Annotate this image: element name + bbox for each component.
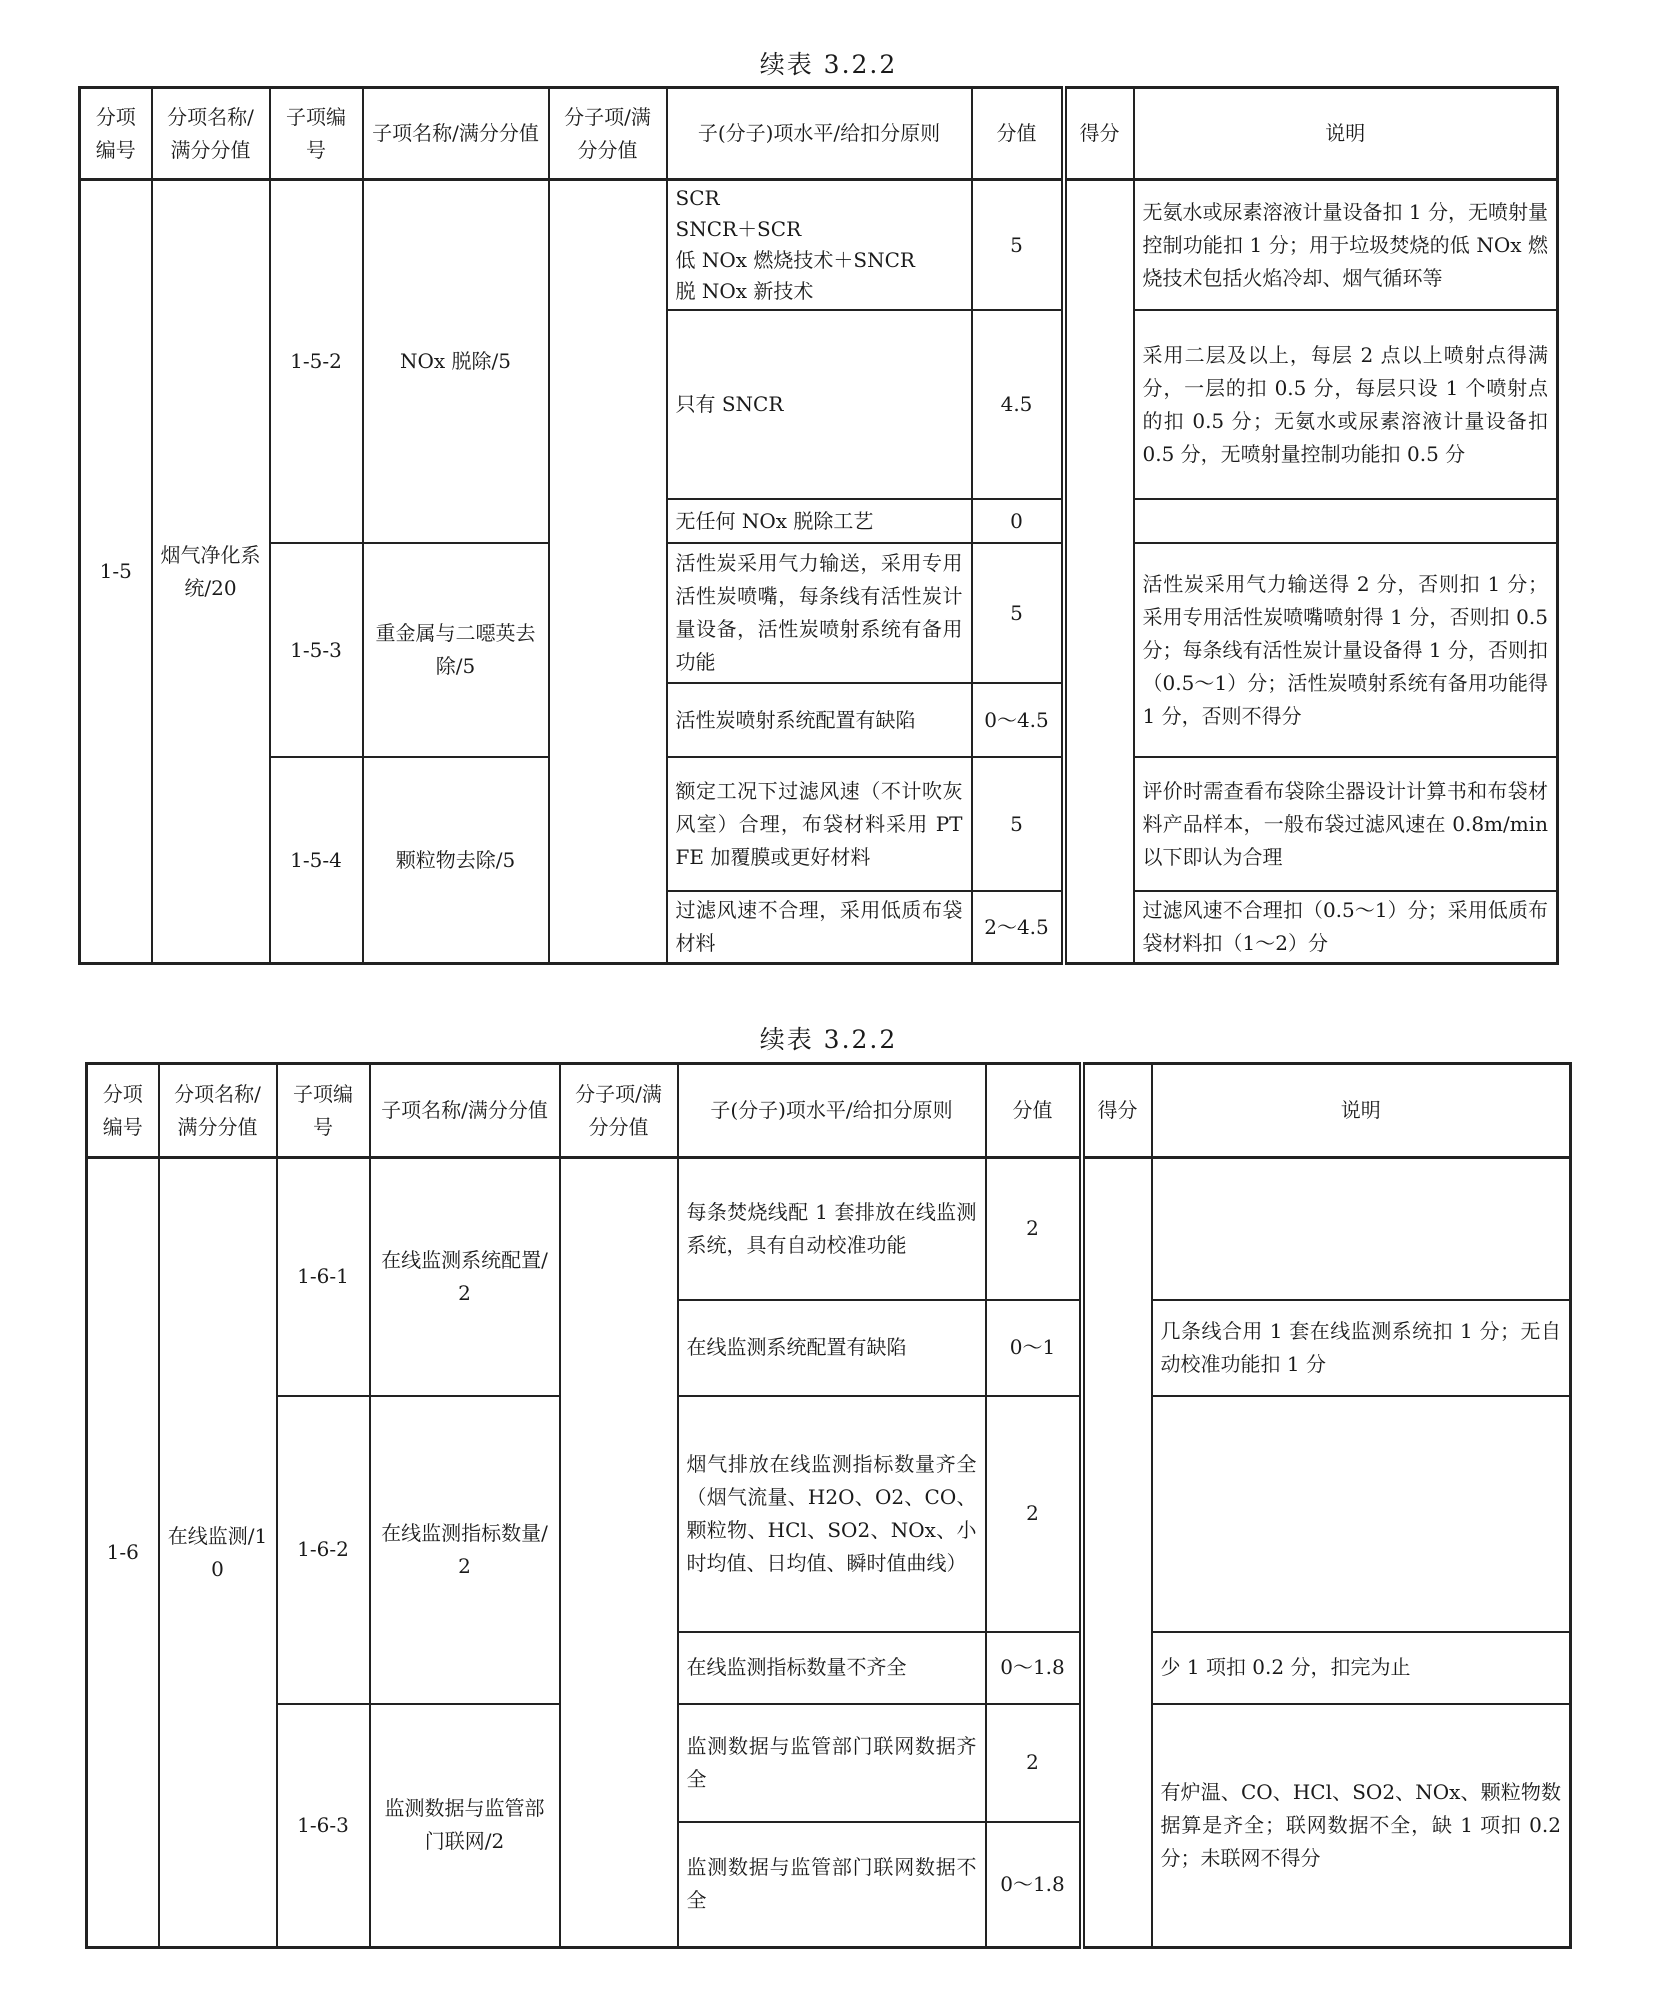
sub-name: 在线监测系统配置/2: [370, 1158, 560, 1396]
got-cell: [1082, 1158, 1152, 1948]
table-row: [80, 180, 1558, 311]
header-item-no: 分项编号: [87, 1064, 159, 1158]
level-cell: 活性炭喷射系统配置有缺陷: [667, 683, 972, 757]
header-note: 说明: [1134, 88, 1558, 180]
score-cell: 5: [972, 543, 1064, 683]
level-cell: 每条焚烧线配 1 套排放在线监测系统，具有自动校准功能: [678, 1158, 986, 1300]
header-item-no: 分项编号: [80, 88, 152, 180]
level-cell: 只有 SNCR: [667, 310, 972, 499]
header-sub-no: 子项编号: [270, 88, 363, 180]
item-no: 1-6: [87, 1158, 159, 1948]
table1-caption: 续表 3.2.2: [759, 50, 898, 79]
table-row: [80, 543, 1558, 683]
level-cell: 无任何 NOx 脱除工艺: [667, 499, 972, 543]
score-cell: 2: [986, 1158, 1082, 1300]
sub-name: 颗粒物去除/5: [363, 757, 549, 964]
sub-name: 监测数据与监管部门联网/2: [370, 1704, 560, 1948]
table-row: [80, 757, 1558, 891]
scoring-table-2: [85, 1062, 1572, 1949]
header-level: 子(分子)项水平/给扣分原则: [667, 88, 972, 180]
sub-no: 1-5-2: [270, 180, 363, 544]
header-sub-no: 子项编号: [277, 1064, 370, 1158]
table2-header-row: [87, 1064, 1571, 1158]
table-row: [87, 1396, 1571, 1632]
note-cell: [1134, 499, 1558, 543]
score-cell: 0～1.8: [986, 1822, 1082, 1948]
sub-no: 1-6-3: [277, 1704, 370, 1948]
subsub-cell: [549, 180, 667, 964]
score-cell: 0～1: [986, 1300, 1082, 1396]
sub-no: 1-5-3: [270, 543, 363, 757]
score-cell: 5: [972, 180, 1064, 311]
score-cell: 2～4.5: [972, 891, 1064, 964]
level-cell: SCR SNCR＋SCR 低 NOx 燃烧技术＋SNCR 脱 NOx 新技术: [667, 180, 972, 311]
sub-name: 在线监测指标数量/2: [370, 1396, 560, 1704]
score-cell: 0: [972, 499, 1064, 543]
scoring-table-1: [78, 86, 1559, 965]
header-got: 得分: [1064, 88, 1134, 180]
score-cell: 4.5: [972, 310, 1064, 499]
note-cell: 采用二层及以上，每层 2 点以上喷射点得满分，一层的扣 0.5 分，每层只设 1 个喷射点的扣 0.5 分；无氨水或尿素溶液计量设备扣 0.5 分，无喷射量控制功能扣 0.5 分: [1134, 310, 1558, 499]
header-note: 说明: [1152, 1064, 1571, 1158]
level-cell: 额定工况下过滤风速（不计吹灰风室）合理，布袋材料采用 PTFE 加覆膜或更好材料: [667, 757, 972, 891]
table-row: [87, 1704, 1571, 1822]
level-cell: 在线监测指标数量不齐全: [678, 1632, 986, 1704]
level-cell: 在线监测系统配置有缺陷: [678, 1300, 986, 1396]
note-cell: [1152, 1396, 1571, 1632]
level-cell: 烟气排放在线监测指标数量齐全（烟气流量、H2O、O2、CO、颗粒物、HCl、SO2、NOx、小时均值、日均值、瞬时值曲线）: [678, 1396, 986, 1632]
note-cell: [1152, 1158, 1571, 1300]
score-cell: 0～4.5: [972, 683, 1064, 757]
header-level: 子(分子)项水平/给扣分原则: [678, 1064, 986, 1158]
header-score: 分值: [972, 88, 1064, 180]
note-cell: 过滤风速不合理扣（0.5～1）分；采用低质布袋材料扣（1～2）分: [1134, 891, 1558, 964]
sub-no: 1-5-4: [270, 757, 363, 964]
sub-name: NOx 脱除/5: [363, 180, 549, 544]
level-cell: 监测数据与监管部门联网数据不全: [678, 1822, 986, 1948]
table-row: [87, 1158, 1571, 1300]
sub-no: 1-6-2: [277, 1396, 370, 1704]
header-sub-name: 子项名称/满分分值: [370, 1064, 560, 1158]
header-got: 得分: [1082, 1064, 1152, 1158]
got-cell: [1064, 180, 1134, 964]
table1-header-row: [80, 88, 1558, 180]
header-subsub: 分子项/满分分值: [560, 1064, 678, 1158]
item-no: 1-5: [80, 180, 152, 964]
score-cell: 0～1.8: [986, 1632, 1082, 1704]
level-cell: 监测数据与监管部门联网数据齐全: [678, 1704, 986, 1822]
note-cell: 有炉温、CO、HCl、SO2、NOx、颗粒物数据算是齐全；联网数据不全，缺 1 项扣 0.2 分；未联网不得分: [1152, 1704, 1571, 1948]
level-cell: 活性炭采用气力输送，采用专用活性炭喷嘴，每条线有活性炭计量设备，活性炭喷射系统有备用功能: [667, 543, 972, 683]
table2-caption: 续表 3.2.2: [759, 1025, 898, 1054]
note-cell: 活性炭采用气力输送得 2 分，否则扣 1 分；采用专用活性炭喷嘴喷射得 1 分，否则扣 0.5 分；每条线有活性炭计量设备得 1 分，否则扣（0.5～1）分；活性炭喷射系统有备用功能得 1 分，否则不得分: [1134, 543, 1558, 757]
score-cell: 5: [972, 757, 1064, 891]
level-cell: 过滤风速不合理，采用低质布袋材料: [667, 891, 972, 964]
header-score: 分值: [986, 1064, 1082, 1158]
header-subsub: 分子项/满分分值: [549, 88, 667, 180]
note-cell: 无氨水或尿素溶液计量设备扣 1 分，无喷射量控制功能扣 1 分；用于垃圾焚烧的低 NOx 燃烧技术包括火焰冷却、烟气循环等: [1134, 180, 1558, 311]
header-item-name: 分项名称/满分分值: [152, 88, 270, 180]
sub-name: 重金属与二噁英去除/5: [363, 543, 549, 757]
item-name: 烟气净化系统/20: [152, 180, 270, 964]
note-cell: 少 1 项扣 0.2 分，扣完为止: [1152, 1632, 1571, 1704]
header-item-name: 分项名称/满分分值: [159, 1064, 277, 1158]
sub-no: 1-6-1: [277, 1158, 370, 1396]
note-cell: 评价时需查看布袋除尘器设计计算书和布袋材料产品样本，一般布袋过滤风速在 0.8m/min 以下即认为合理: [1134, 757, 1558, 891]
score-cell: 2: [986, 1704, 1082, 1822]
subsub-cell: [560, 1158, 678, 1948]
header-sub-name: 子项名称/满分分值: [363, 88, 549, 180]
note-cell: 几条线合用 1 套在线监测系统扣 1 分；无自动校准功能扣 1 分: [1152, 1300, 1571, 1396]
score-cell: 2: [986, 1396, 1082, 1632]
item-name: 在线监测/10: [159, 1158, 277, 1948]
